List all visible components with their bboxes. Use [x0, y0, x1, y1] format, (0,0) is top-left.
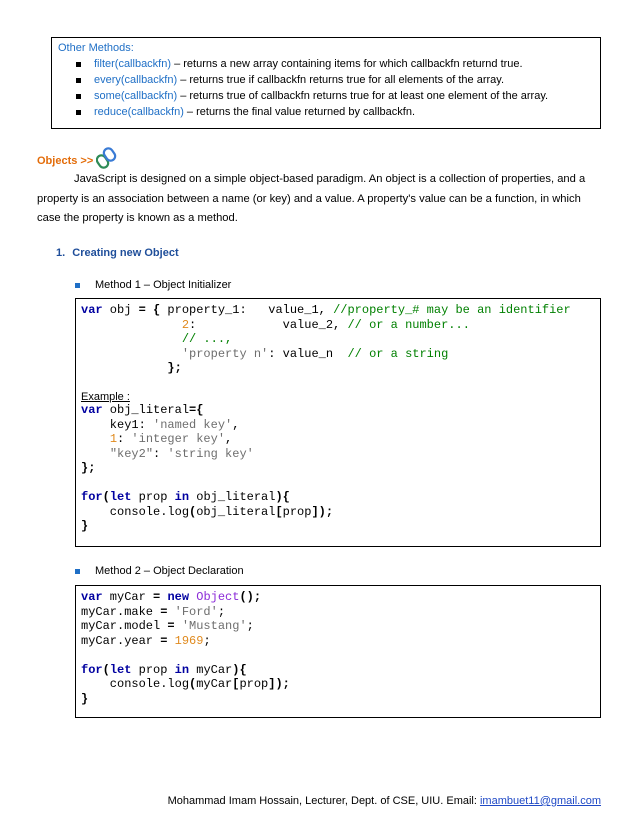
other-methods-heading: Other Methods: [58, 42, 134, 54]
objects-paragraph: JavaScript is designed on a simple object-based paradigm. An object is a collection of properties, and a property is an association between a name (or key) and a value. A property's value can be a function, in which case the property is known as a method. [37, 173, 586, 224]
method-desc: – returns the final value returned by callbackfn. [183, 106, 416, 118]
other-methods-list [76, 56, 596, 120]
method-desc: – returns true of callbackfn returns true for at least one element of the array. [177, 90, 549, 102]
footer-text: Mohammad Imam Hossain, Lecturer, Dept. of CSE, UIU. Email: [167, 795, 480, 807]
method2-label: Method 2 – Object Declaration [95, 565, 244, 577]
list-item [76, 72, 596, 88]
method-name: filter(callbackfn) [94, 58, 172, 70]
code-block-object-literal: var obj_literal={ key1: 'named key', 1: 'integer key', "key2": 'string key' }; for(let prop in obj_literal){ console.log(obj_literal[prop]); } [81, 403, 334, 533]
method1-label: Method 1 – Object Initializer [95, 279, 232, 291]
footer [168, 793, 601, 809]
section-title: Creating new Object [72, 247, 179, 259]
code-block-object-initializer: var obj = { property_1: value_1, //property_# may be an identifier 2: value_2, // or a number... // ..., 'property n': value_n // or a string }; [81, 303, 571, 375]
method-name: some(callbackfn) [94, 90, 178, 102]
method-name: every(callbackfn) [94, 74, 178, 86]
section-heading [56, 245, 179, 261]
list-item [76, 104, 596, 120]
method-name: reduce(callbackfn) [94, 106, 184, 118]
method-desc: – returns a new array containing items for which callbackfn returnd true. [171, 58, 523, 70]
other-methods-box [51, 37, 601, 129]
link-chain-icon [96, 146, 118, 170]
method1-code-box [75, 298, 601, 547]
objects-heading: Objects >> [37, 155, 94, 167]
method2-code-box [75, 585, 601, 718]
example-label: Example : [81, 391, 130, 403]
section-number: 1. [56, 247, 66, 259]
list-item [76, 88, 596, 104]
method-desc: – returns true if callbackfn returns true for all elements of the array. [177, 74, 505, 86]
footer-email-link[interactable]: imambuet11@gmail.com [479, 795, 601, 807]
list-item [76, 56, 596, 72]
code-block-object-declaration: var myCar = new Object(); myCar.make = 'Ford'; myCar.model = 'Mustang'; myCar.year = 1969; for(let prop in myCar){ console.log(myCar[prop]); } [81, 590, 290, 706]
objects-heading-row [37, 153, 93, 169]
